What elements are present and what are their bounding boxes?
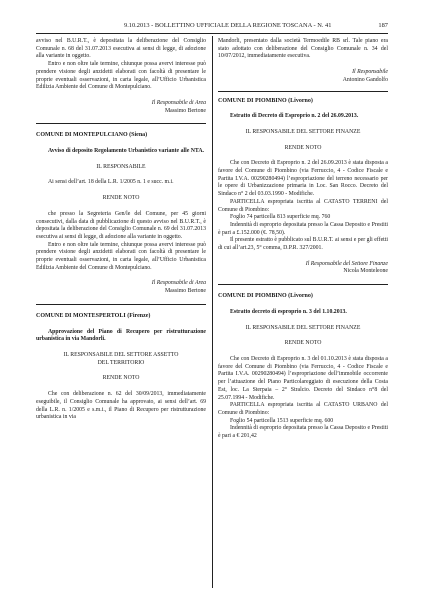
running-header: 9.10.2013 - BOLLETTINO UFFICIALE DELLA REGIONE TOSCANA - N. 41 [124,22,332,29]
issuer: IL RESPONSABILE DEL SETTORE FINANZE [245,128,361,135]
section-heading: COMUNE DI MONTEPULCIANO (Siena) [36,132,148,139]
section-heading: COMUNE DI MONTESPERTOLI (Firenze) [36,312,151,319]
column-divider [212,36,213,588]
issuer: IL RESPONSABILE DEL SETTORE ASSETTO DEL TERRITORIO [63,351,179,366]
signature-name: Massimo Bertone [164,288,206,295]
left-column [36,38,206,422]
paragraph: PARTICELLA espropriata iscritta al CATASTO URBANO del Comune di Piombino: [218,402,388,416]
signature-title: Il Responsabile del Settore Finanze [305,260,388,267]
paragraph: PARTICELLA espropriata iscritta al CATASTO TERRENI del Comune di Piombino: [218,198,388,213]
signature-name: Massimo Bertone [164,107,206,114]
signature-title: Il Responsabile di Area [151,280,206,287]
paragraph: Entro e non oltre tale termine, chiunque possa avervi interesse può prendere visione degli anzidetti elaborati con facoltà di presentare le proprie eventuali osservazioni, in carta legale, all’Ufficio Urbanistica Edilizia Ambiente del Comune di Montepulciano. [36,61,206,91]
page-number: 187 [378,22,388,29]
notice-title: Approvazione del Piano di Recupero per ristrutturazione urbanistica in via Mandorli. [36,328,206,343]
paragraph: Ai sensi dell’art. 18 della L.R. 1/2005 n. 1 e succ. m.i. [48,179,174,186]
paragraph: Mandorli, presentato dalla società Termoedile RB srl. Tale piano era stato adottato con deliberazione del Consiglio Comunale n. 34 del 10/07/2012, immediatamente esecutiva. [218,38,388,60]
issuer: IL RESPONSABILE [96,163,146,170]
paragraph: Indennità di esproprio depositata presso la Cassa Deposito e Prestiti è pari a £.152.000 (€. 78,50). [218,221,388,236]
paragraph: Indennità di esproprio depositata presso la Cassa Deposito e Prestiti è pari a € 201,42 [218,425,388,440]
paragraph: avviso nel B.U.R.T., è depositata la deliberazione del Consiglio Comunale n. 68 del 31.07.2013 esecutiva ai sensi di legge, di adozione alla variante in oggetto. [36,38,206,60]
paragraph: che presso la Segreteria Gen/le del Comune, per 45 giorni consecutivi, dalla data di pubblicazione di questo avviso nel B.U.R.T., è depositata la deliberazione del Consiglio Comunale n. 69 del 31.07.2013 esecutiva ai sensi di legge, di adozione alla variante in oggetto. [36,210,206,240]
right-column [218,38,388,441]
signature-title: Il Responsabile [352,69,388,76]
signature-name: Antonino Gandolfo [342,76,388,83]
notice-title: Estratto decreto di esproprio n. 3 del 1.10.2013. [230,308,347,315]
paragraph: Che con Decreto di Esproprio n. 3 del 01.10.2013 è stata disposta a favore del Comune di Piombino (via Ferruccio, 4 - Codice Fiscale e Partita I.V.A. 00290280494) l’espropriazione dell’immobile occorrente per l’attuazione del Piano Particolareggiato di esecuzione della Costa Est, loc. La Sterpaia – 2° Stralcio. Decreto del Sindaco n°8 del 25.07.1994 - Modifiche. [218,355,388,401]
paragraph: Foglio 54 particella 1513 superficie mq. 600 [230,417,334,424]
signature-name: Nicola Monteleone [343,268,388,275]
paragraph: Entro e non oltre tale termine, chiunque possa avervi interesse può prendere visione degli anzidetti elaborati con facoltà di presentare le proprie eventuali osservazioni, in carta legale, all’Ufficio Urbanistica Edilizia Ambiente del Comune di Montepulciano. [36,241,206,271]
rende-noto: RENDE NOTO [102,375,140,382]
paragraph: Foglio 74 particella 813 superficie mq. 760 [230,214,331,221]
section-heading: COMUNE DI PIOMBINO (Livorno) [218,97,313,104]
signature-title: Il Responsabile di Area [151,99,206,106]
rende-noto: RENDE NOTO [284,340,322,347]
header-rule [36,33,388,34]
notice-title: Estratto di Decreto di Esproprio n. 2 del 26.09.2013. [230,113,359,120]
rende-noto: RENDE NOTO [102,195,140,202]
section-heading: COMUNE DI PIOMBINO (Livorno) [218,293,313,300]
paragraph: Che con Decreto di Esproprio n. 2 del 26.09.2013 è stata disposta a favore del Comune di Piombino (via Ferruccio, 4 - Codice Fiscale e Partita I.V.A. 00290280494) l’espropriazione del terreno necessario per le opere di Urbanizzazione primaria in Loc. San Rocco. Decreto del Sindaco n° 2 del 03.03.1990 - Modifiche. [218,160,388,198]
rende-noto: RENDE NOTO [284,144,322,151]
paragraph: Che con deliberazione n. 62 del 30/09/2013, immediatamente eseguibile, il Consiglio Comunale ha approvato, ai sensi dell’art. 69 della L.R. n. 1/2005 e s.m.i., il Piano di Recupero per ristrutturazione urbanistica in via [36,391,206,421]
notice-title: Avviso di deposito Regolamento Urbanistico variante alle NTA. [48,148,204,155]
issuer: IL RESPONSABILE DEL SETTORE FINANZE [245,324,361,331]
page-header [36,21,388,31]
paragraph: Il presente estratto è pubblicato sul B.U.R.T. ai sensi e per gli effetti di cui all’art.23, 5° comma, D.P.R. 327/2001. [218,237,388,252]
